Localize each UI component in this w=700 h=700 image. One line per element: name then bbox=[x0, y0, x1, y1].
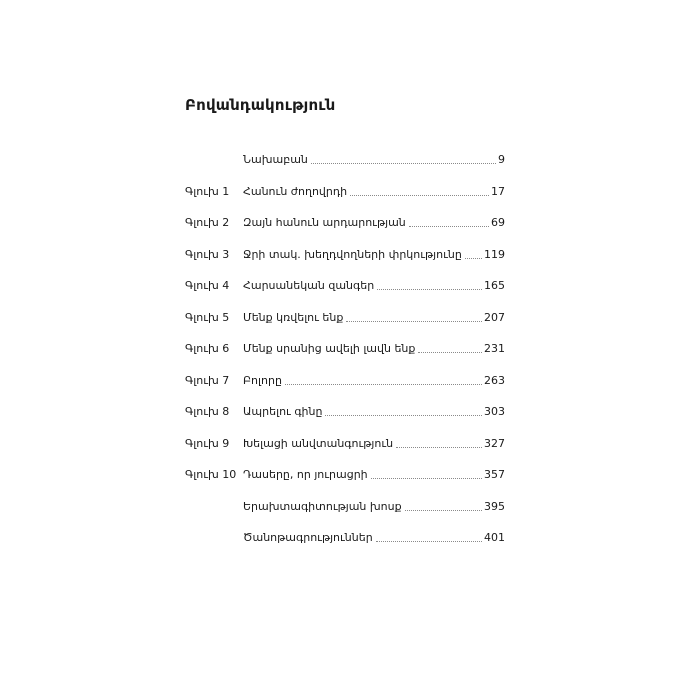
dot-leader bbox=[465, 257, 482, 259]
toc-entry bbox=[243, 402, 505, 422]
toc-row-preface bbox=[185, 150, 505, 182]
toc-entry bbox=[243, 308, 505, 328]
page-number: 17 bbox=[491, 184, 505, 198]
chapter-label: Գլուխ 5 bbox=[185, 310, 230, 324]
chapter-label: Գլուխ 2 bbox=[185, 216, 230, 229]
toc-entry bbox=[243, 213, 505, 233]
page-number: 357 bbox=[484, 468, 505, 481]
toc-row-chapter-9 bbox=[185, 434, 505, 466]
entry-title: Ջրի տակ. խեղդվողների փրկությունը bbox=[243, 247, 462, 261]
chapter-label: Գլուխ 3 bbox=[185, 247, 230, 261]
toc-entry bbox=[243, 339, 505, 359]
dot-leader bbox=[377, 288, 482, 290]
toc-row-chapter-5 bbox=[185, 308, 505, 340]
toc-row-chapter-2 bbox=[185, 213, 505, 245]
chapter-label: Գլուխ 1 bbox=[185, 184, 230, 198]
dot-leader bbox=[285, 383, 482, 385]
dot-leader bbox=[371, 477, 482, 479]
dot-leader bbox=[405, 509, 482, 511]
dot-leader bbox=[311, 162, 496, 164]
page-number: 327 bbox=[484, 436, 505, 450]
chapter-label: Գլուխ 10 bbox=[185, 468, 237, 481]
toc-entry bbox=[243, 276, 505, 296]
entry-title: Նախաբան bbox=[243, 153, 308, 166]
page-number: 207 bbox=[484, 310, 505, 324]
entry-title: Դասերը, որ յուրացրի bbox=[243, 468, 368, 481]
chapter-label: Գլուխ 6 bbox=[185, 342, 230, 355]
dot-leader bbox=[418, 351, 482, 353]
entry-title: Խելացի անվտանգություն bbox=[243, 436, 394, 450]
toc-row-chapter-8 bbox=[185, 402, 505, 434]
toc-row-notes bbox=[185, 528, 505, 560]
chapter-label: Գլուխ 8 bbox=[185, 405, 230, 418]
entry-title: Բոլորը bbox=[243, 373, 282, 387]
entry-title: Ծանոթագրություններ bbox=[243, 531, 373, 544]
toc-row-chapter-4 bbox=[185, 276, 505, 308]
toc-row-chapter-1 bbox=[185, 182, 505, 214]
chapter-label: Գլուխ 7 bbox=[185, 373, 230, 387]
table-of-contents bbox=[185, 150, 505, 560]
page-number: 9 bbox=[498, 153, 505, 166]
toc-entry bbox=[243, 245, 505, 265]
toc-row-acknowledgments bbox=[185, 497, 505, 529]
entry-title: Երախտագիտության խոսք bbox=[243, 499, 402, 513]
page-number: 119 bbox=[484, 247, 505, 261]
page-number: 401 bbox=[484, 531, 505, 544]
page-number: 303 bbox=[484, 405, 505, 418]
entry-title: Ապրելու գինը bbox=[243, 405, 323, 418]
chapter-label: Գլուխ 4 bbox=[185, 279, 230, 292]
toc-row-chapter-7 bbox=[185, 371, 505, 403]
page-number: 165 bbox=[484, 279, 505, 292]
toc-entry bbox=[243, 371, 505, 391]
page-number: 263 bbox=[484, 373, 505, 387]
toc-row-chapter-10 bbox=[185, 465, 505, 497]
entry-title: Մենք կռվելու ենք bbox=[243, 310, 344, 324]
toc-entry bbox=[243, 497, 505, 517]
toc-entry bbox=[243, 182, 505, 202]
dot-leader bbox=[409, 225, 489, 227]
toc-row-chapter-6 bbox=[185, 339, 505, 371]
dot-leader bbox=[325, 414, 482, 416]
page-number: 69 bbox=[491, 216, 505, 229]
toc-row-chapter-3 bbox=[185, 245, 505, 277]
toc-entry bbox=[243, 434, 505, 454]
dot-leader bbox=[376, 540, 482, 542]
dot-leader bbox=[396, 446, 482, 448]
entry-title: Մենք սրանից ավելի լավն ենք bbox=[243, 342, 416, 355]
page-number: 395 bbox=[484, 499, 505, 513]
toc-entry bbox=[243, 528, 505, 548]
dot-leader bbox=[346, 320, 482, 322]
entry-title: Զայն հանուն արդարության bbox=[243, 216, 406, 229]
page-title: Բովանդակություն bbox=[185, 96, 336, 114]
dot-leader bbox=[350, 194, 489, 196]
entry-title: Հարսանեկան զանգեր bbox=[243, 279, 375, 292]
chapter-label: Գլուխ 9 bbox=[185, 436, 230, 450]
toc-entry bbox=[243, 465, 505, 485]
page-number: 231 bbox=[484, 342, 505, 355]
entry-title: Հանուն ժողովրդի bbox=[243, 184, 348, 198]
toc-entry bbox=[243, 150, 505, 170]
